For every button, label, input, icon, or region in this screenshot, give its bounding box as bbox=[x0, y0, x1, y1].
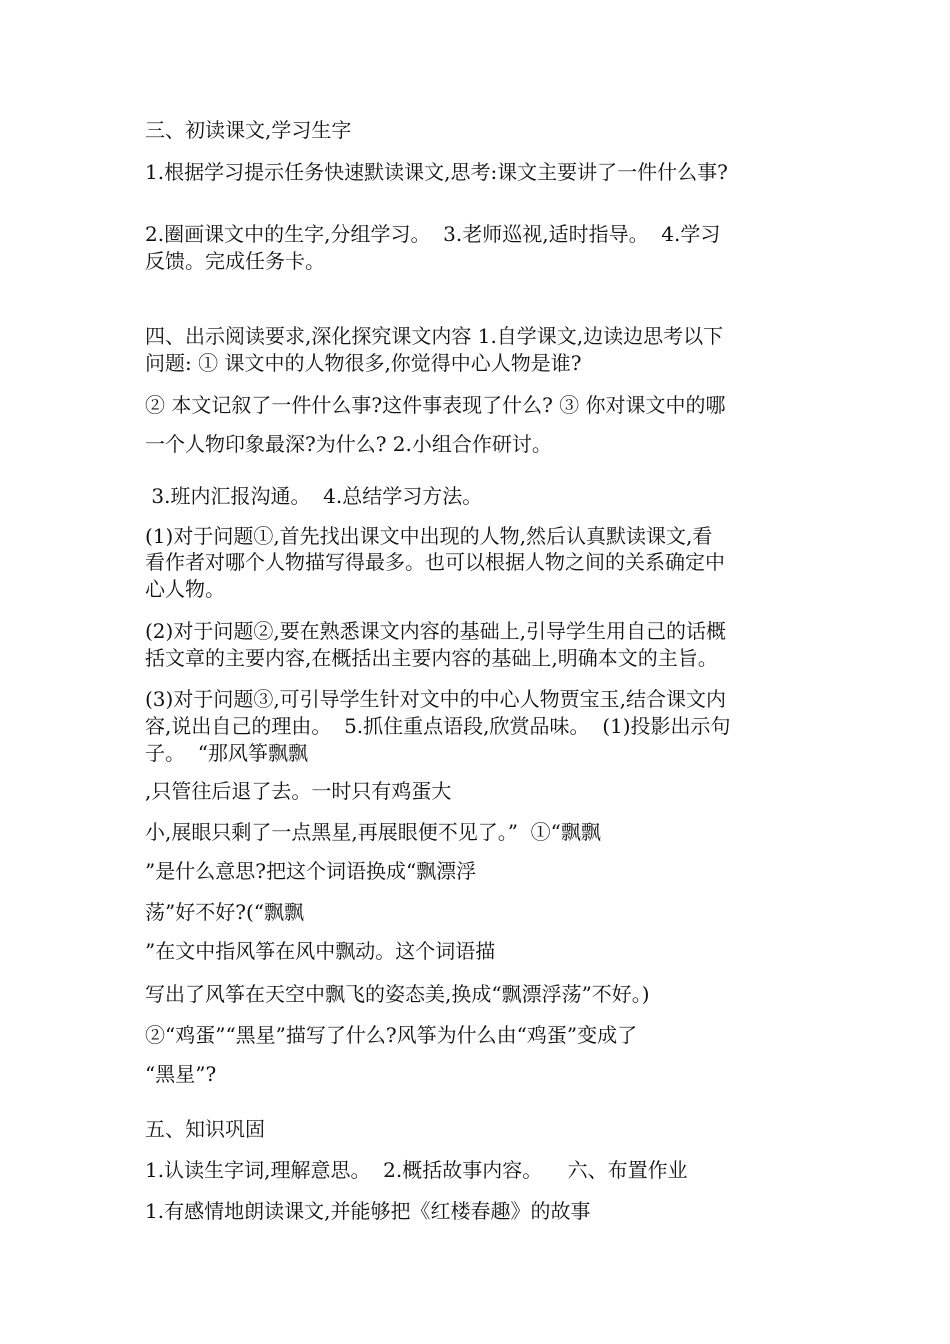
paragraph-line: 一个人物印象最深?为什么? 2.小组合作研讨。 bbox=[145, 432, 552, 456]
paragraph-line: 1.认读生字词,理解意思。 2.概括故事内容。 六、布置作业 bbox=[145, 1158, 688, 1182]
paragraph-line: 写出了风筝在天空中飘飞的姿态美,换成“飘漂浮荡”不好。) bbox=[145, 982, 650, 1006]
heading-section-4: 四、出示阅读要求,深化探究课文内容 1.自学课文,边读边思考以下 bbox=[145, 324, 724, 348]
paragraph-line: ② 本文记叙了一件什么事?这件事表现了什么? ③ 你对课文中的哪 bbox=[145, 393, 726, 417]
paragraph-line: 1.根据学习提示任务快速默读课文,思考:课文主要讲了一件什么事? bbox=[145, 160, 728, 184]
paragraph-line: ”在文中指风筝在风中飘动。这个词语描 bbox=[145, 939, 496, 963]
paragraph-line: ②“鸡蛋”“黑星”描写了什么?风筝为什么由“鸡蛋”变成了 bbox=[145, 1023, 638, 1047]
paragraph-line: “黑星”? bbox=[145, 1062, 217, 1086]
paragraph-line: 问题: ① 课文中的人物很多,你觉得中心人物是谁? bbox=[145, 351, 582, 375]
paragraph-line: 反馈。完成任务卡。 bbox=[145, 249, 325, 273]
paragraph-line: 小,展眼只剩了一点黑星,再展眼便不见了。” ①“飘飘 bbox=[145, 820, 601, 844]
paragraph-line: (1)对于问题①,首先找出课文中出现的人物,然后认真默读课文,看 bbox=[145, 524, 713, 548]
paragraph-line: 看作者对哪个人物描写得最多。也可以根据人物之间的关系确定中 bbox=[145, 550, 725, 574]
paragraph-line: 2.圈画课文中的生字,分组学习。 3.老师巡视,适时指导。 4.学习 bbox=[145, 222, 721, 246]
paragraph-line: (2)对于问题②,要在熟悉课文内容的基础上,引导学生用自己的话概 bbox=[145, 619, 727, 643]
paragraph-line: 3.班内汇报沟通。 4.总结学习方法。 bbox=[145, 484, 483, 508]
paragraph-line: 心人物。 bbox=[145, 577, 225, 601]
paragraph-line: (3)对于问题③,可引导学生针对文中的中心人物贾宝玉,结合课文内 bbox=[145, 687, 727, 711]
paragraph-line: 容,说出自己的理由。 5.抓住重点语段,欣赏品味。 (1)投影出示句 bbox=[145, 714, 731, 738]
paragraph-line: 荡”好不好?(“飘飘 bbox=[145, 900, 304, 924]
paragraph-line: ,只管往后退了去。一时只有鸡蛋大 bbox=[145, 779, 452, 803]
heading-section-3: 三、初读课文,学习生字 bbox=[145, 118, 352, 142]
paragraph-line: 括文章的主要内容,在概括出主要内容的基础上,明确本文的主旨。 bbox=[145, 646, 718, 670]
paragraph-line: 1.有感情地朗读课文,并能够把《红楼春趣》的故事 bbox=[145, 1199, 591, 1223]
heading-section-5: 五、知识巩固 bbox=[145, 1117, 265, 1141]
paragraph-line: 子。 “那风筝飘飘 bbox=[145, 741, 308, 765]
paragraph-line: ”是什么意思?把这个词语换成“飘漂浮 bbox=[145, 859, 477, 883]
